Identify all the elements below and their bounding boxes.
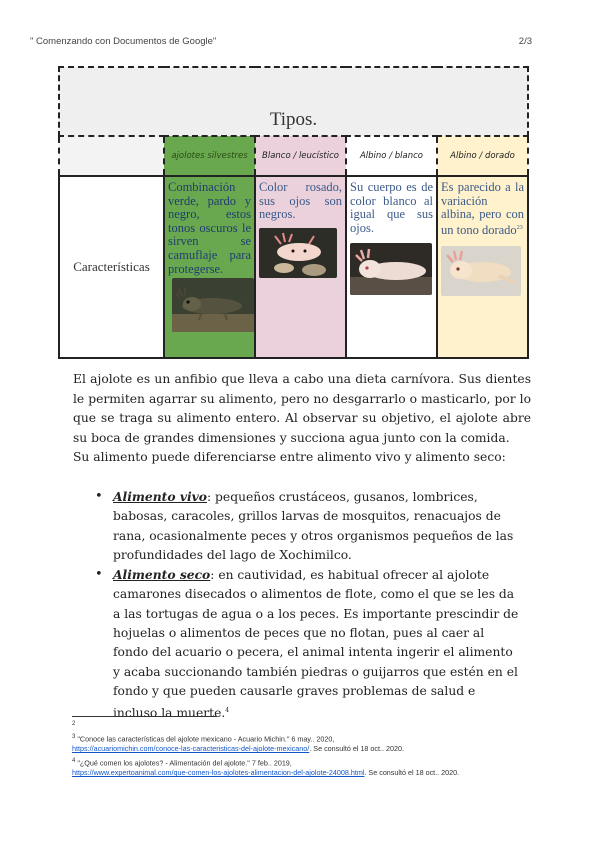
footnote-4-link[interactable]: https://www.expertoanimal.com/que-comen-los-ajolotes-alimentacion-del-ajolote-24008.html <box>72 768 365 778</box>
axolotl-albino-white-photo <box>350 243 432 295</box>
dry-food-footnote-ref: 4 <box>225 707 230 715</box>
footnote-2-marker: 2 <box>72 721 76 727</box>
column-header-leucistic: Blanco / leucístico <box>255 136 346 176</box>
cell-wild-text: Combinación verde, pardo y negro, estos tonos oscuros le sirven se camuflaje para protegerse. <box>168 180 251 276</box>
cell-golden <box>437 176 528 358</box>
cell-albino-white-text: Su cuerpo es de color blanco al igual que sus ojos. <box>350 180 433 235</box>
footnote-4 <box>72 756 542 778</box>
axolotl-types-table <box>58 66 529 359</box>
dry-food-term: Alimento seco <box>113 567 211 583</box>
cell-albino-white <box>346 176 437 358</box>
cell-wild <box>164 176 255 358</box>
axolotl-leucistic-photo <box>259 228 337 278</box>
column-header-albino-white: Albino / blanco <box>346 136 437 176</box>
table-title: Tipos. <box>59 67 528 136</box>
cell-golden-footnote-ref: 23 <box>516 224 523 231</box>
cell-leucistic-text: Color rosado, sus ojos son negros. <box>259 180 342 222</box>
food-type-list <box>95 487 520 724</box>
footnote-divider <box>72 716 217 717</box>
column-header-golden: Albino / dorado <box>437 136 528 176</box>
axolotl-wild-photo <box>172 278 254 332</box>
live-food-term: Alimento vivo <box>113 489 207 504</box>
body-paragraph-food-types: Su alimento puede diferenciarse entre alimento vivo y alimento seco: <box>73 450 506 464</box>
dry-food-text: : en cautividad, es habitual ofrecer al ajolote camarones disecados o alimentos de flote, como el que se les da a las tortugas de agua o a los peces. Es importante prescindir de hojuelas o alimentos de peces que no flotan, pues al caer al fondo del acuario o pecera, el animal intenta ingerir el alimento y acaba succionando también piedras o guijarros que estén en el fondo y que pueden causarle graves problemas de salud e incluso la muerte. <box>113 568 519 721</box>
footnote-3 <box>72 732 542 754</box>
list-item-dry-food <box>95 565 520 723</box>
footnote-3-tail: . Se consultó el 18 oct.. 2020. <box>309 744 404 754</box>
footnote-4-text: "¿Qué comen los ajolotes? - Alimentación del ajolote." 7 feb.. 2019, <box>77 758 292 768</box>
row-label-characteristics: Características <box>59 176 164 358</box>
cell-leucistic <box>255 176 346 358</box>
page-number: 2/3 <box>518 36 532 47</box>
body-paragraph-diet: El ajolote es un anfibio que lleva a cabo una dieta carnívora. Sus dientes le permiten agarrar su alimento, pero no desgarrarlo o masticarlo, por lo que se traga su alimento entero. Al observar su objetivo, el ajolote abre su boca de grandes dimensiones y succiona agua junto con la comida. <box>73 372 531 445</box>
live-food-text: : pequeños crustáceos, gusanos, lombrices, babosas, caracoles, grillos larvas de mosquitos, renacuajos de rana, ocasionalmente peces y otros organismos pequeños de las profundidades del lago de Xochimilco. <box>113 490 514 562</box>
footnote-3-marker: 3 <box>72 734 76 740</box>
footnote-4-marker: 4 <box>72 758 76 764</box>
cell-golden-text: Es parecido a la variación albina, pero con un tono dorado <box>441 180 524 237</box>
footnote-3-link[interactable]: https://acuariomichin.com/conoce-las-caracteristicas-del-ajolote-mexicano/ <box>72 744 310 754</box>
cell-golden-text-wrap <box>441 181 524 238</box>
footnote-2 <box>72 719 542 731</box>
document-header-title: " Comenzando con Documentos de Google" <box>30 36 217 47</box>
footnote-3-text: "Conoce las características del ajolote mexicano - Acuario Michin." 6 may.. 2020, <box>77 734 335 744</box>
list-item-live-food <box>95 487 520 565</box>
axolotl-golden-photo <box>441 246 521 296</box>
table-corner-cell <box>59 136 164 176</box>
footnote-4-tail: . Se consultó el 18 oct.. 2020. <box>364 768 460 778</box>
column-header-wild: ajolotes silvestres <box>164 136 255 176</box>
